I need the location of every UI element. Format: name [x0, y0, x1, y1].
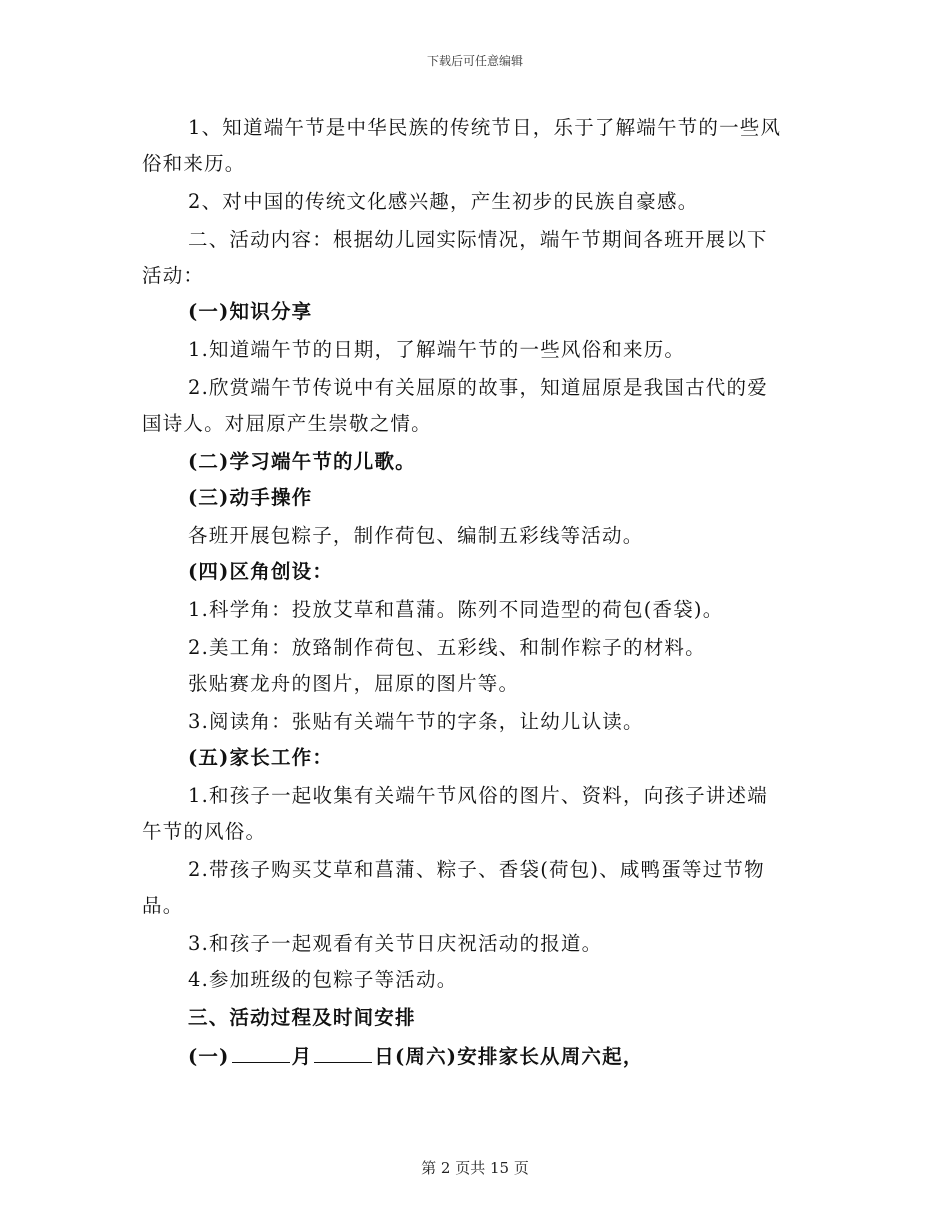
paragraph-line: 1、知道端午节是中华民族的传统节日，乐于了解端午节的一些风	[188, 116, 782, 139]
section-heading: (五)家长工作：	[188, 746, 334, 769]
paragraph-line: 1.和孩子一起收集有关端午节风俗的图片、资料，向孩子讲述端	[188, 784, 768, 807]
paragraph-line: 各班开展包粽子，制作荷包、编制五彩线等活动。	[188, 524, 644, 547]
section-heading: (一)知识分享	[188, 300, 313, 323]
schedule-prefix: (一)	[188, 1045, 230, 1068]
paragraph-line: 午节的风俗。	[142, 820, 267, 843]
paragraph-line: 1.知道端午节的日期，了解端午节的一些风俗和来历。	[188, 338, 686, 361]
paragraph-line: 二、活动内容：根据幼儿园实际情况，端午节期间各班开展以下	[188, 228, 768, 251]
paragraph-line: 2、对中国的传统文化感兴趣，产生初步的民族自豪感。	[188, 190, 699, 213]
paragraph-line: 1.科学角：投放艾草和菖蒲。陈列不同造型的荷包(香袋)。	[188, 598, 724, 621]
section-heading: (二)学习端午节的儿歌。	[188, 450, 416, 473]
paragraph-line: 品。	[142, 894, 184, 917]
paragraph-line: 4.参加班级的包粽子等活动。	[188, 968, 458, 991]
section-heading: (四)区角创设：	[188, 560, 334, 583]
paragraph-line: 俗和来历。	[142, 152, 246, 175]
month-label: 月	[291, 1045, 313, 1068]
paragraph-line: 张贴赛龙舟的图片，屈原的图片等。	[188, 672, 520, 695]
page-footer: 第 2 页共 15 页	[421, 1159, 529, 1177]
paragraph-line: 3.阅读角：张贴有关端午节的字条，让幼儿认读。	[188, 710, 644, 733]
paragraph-line: 3.和孩子一起观看有关节日庆祝活动的报道。	[188, 932, 603, 955]
section-heading: 三、活动过程及时间安排	[188, 1006, 416, 1029]
section-heading: (三)动手操作	[188, 486, 313, 509]
paragraph-line: 2.美工角：放臵制作荷包、五彩线、和制作粽子的材料。	[188, 636, 706, 659]
month-blank	[232, 1044, 290, 1063]
paragraph-line: 国诗人。对屈原产生崇敬之情。	[142, 412, 432, 435]
schedule-suffix: 日(周六)安排家长从周六起，	[374, 1045, 644, 1068]
paragraph-line: 活动：	[142, 264, 205, 287]
paragraph-line: 2.欣赏端午节传说中有关屈原的故事，知道屈原是我国古代的爱	[188, 376, 768, 399]
schedule-line	[188, 1044, 644, 1069]
day-blank	[314, 1044, 372, 1063]
page-header: 下载后可任意编辑	[426, 54, 523, 68]
paragraph-line: 2.带孩子购买艾草和菖蒲、粽子、香袋(荷包)、咸鸭蛋等过节物	[188, 858, 765, 881]
